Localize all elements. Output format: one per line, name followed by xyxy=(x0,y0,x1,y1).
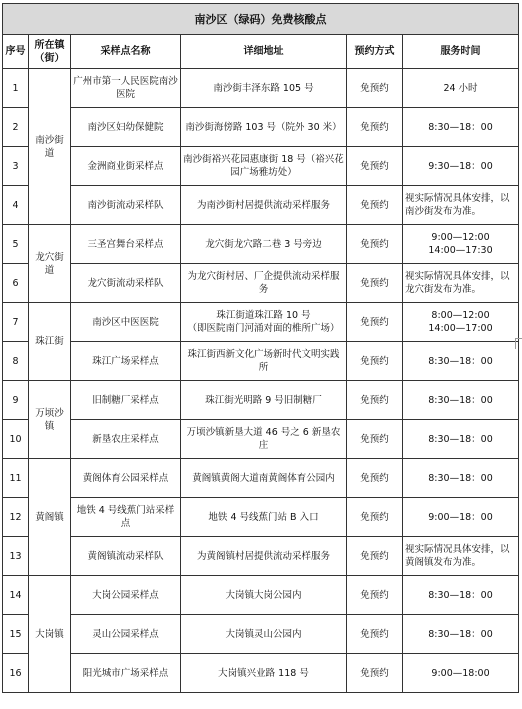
test-sites-sheet xyxy=(2,3,518,693)
header-address: 详细地址 xyxy=(181,35,347,69)
table-row xyxy=(3,576,519,615)
row-site: 南沙街流动采样队 xyxy=(71,186,181,225)
row-hours: 8:30—18：00 xyxy=(403,615,519,654)
row-seq: 2 xyxy=(3,108,29,147)
table-row xyxy=(3,537,519,576)
row-hours: 9:00—18：00 xyxy=(403,498,519,537)
row-hours: 24 小时 xyxy=(403,69,519,108)
row-site: 灵山公园采样点 xyxy=(71,615,181,654)
table-row xyxy=(3,108,519,147)
row-seq: 7 xyxy=(3,303,29,342)
row-booking: 免预约 xyxy=(347,108,403,147)
row-seq: 6 xyxy=(3,264,29,303)
row-site: 黄阁镇流动采样队 xyxy=(71,537,181,576)
row-seq: 15 xyxy=(3,615,29,654)
row-hours: 8:30—18：00 xyxy=(403,108,519,147)
row-seq: 1 xyxy=(3,69,29,108)
table-row xyxy=(3,69,519,108)
table-row xyxy=(3,342,519,381)
row-seq: 5 xyxy=(3,225,29,264)
row-town: 大岗镇 xyxy=(29,576,71,693)
row-booking: 免预约 xyxy=(347,225,403,264)
row-booking: 免预约 xyxy=(347,264,403,303)
row-site: 南沙区妇幼保健院 xyxy=(71,108,181,147)
row-seq: 16 xyxy=(3,654,29,693)
row-seq: 10 xyxy=(3,420,29,459)
row-hours: 9:30—18：00 xyxy=(403,147,519,186)
row-address: 南沙街裕兴花园惠康街 18 号（裕兴花园广场雅坊处） xyxy=(181,147,347,186)
table-row xyxy=(3,264,519,303)
row-site: 旧制糖厂采样点 xyxy=(71,381,181,420)
row-seq: 14 xyxy=(3,576,29,615)
row-address: 黄阁镇黄阁大道南黄阁体育公园内 xyxy=(181,459,347,498)
row-site: 珠江广场采样点 xyxy=(71,342,181,381)
row-address: 大岗镇灵山公园内 xyxy=(181,615,347,654)
table-row xyxy=(3,225,519,264)
table-row xyxy=(3,420,519,459)
row-address: 地铁 4 号线蕉门站 B 入口 xyxy=(181,498,347,537)
row-booking: 免预约 xyxy=(347,69,403,108)
row-site: 广州市第一人民医院南沙医院 xyxy=(71,69,181,108)
row-site: 三圣宫舞台采样点 xyxy=(71,225,181,264)
row-address: 为龙穴街村居、厂企提供流动采样服务 xyxy=(181,264,347,303)
table-row xyxy=(3,615,519,654)
row-address: 龙穴街龙穴路二巷 3 号旁边 xyxy=(181,225,347,264)
row-hours: 9:00—18:00 xyxy=(403,654,519,693)
table-row xyxy=(3,186,519,225)
header-site: 采样点名称 xyxy=(71,35,181,69)
row-hours: 9:00—12:00 14:00—17:30 xyxy=(403,225,519,264)
row-address: 大岗镇大岗公园内 xyxy=(181,576,347,615)
row-town: 珠江街 xyxy=(29,303,71,381)
row-seq: 13 xyxy=(3,537,29,576)
row-site: 大岗公园采样点 xyxy=(71,576,181,615)
row-hours: 8:30—18：00 xyxy=(403,576,519,615)
row-booking: 免预约 xyxy=(347,537,403,576)
scroll-edge-mark xyxy=(515,338,522,349)
table-row xyxy=(3,147,519,186)
row-booking: 免预约 xyxy=(347,576,403,615)
header-seq: 序号 xyxy=(3,35,29,69)
row-hours: 8:30—18：00 xyxy=(403,459,519,498)
row-site: 黄阁体育公园采样点 xyxy=(71,459,181,498)
row-booking: 免预约 xyxy=(347,147,403,186)
table-title: 南沙区（绿码）免费核酸点 xyxy=(3,4,519,35)
header-hours: 服务时间 xyxy=(403,35,519,69)
row-site: 阳光城市广场采样点 xyxy=(71,654,181,693)
row-address: 万顷沙镇新垦大道 46 号之 6 新垦农庄 xyxy=(181,420,347,459)
table-body xyxy=(3,69,519,693)
row-site: 地铁 4 号线蕉门站采样点 xyxy=(71,498,181,537)
row-address: 南沙街丰泽东路 105 号 xyxy=(181,69,347,108)
row-hours: 视实际情况具体安排，以南沙街发布为准。 xyxy=(403,186,519,225)
row-seq: 4 xyxy=(3,186,29,225)
row-booking: 免预约 xyxy=(347,615,403,654)
row-booking: 免预约 xyxy=(347,381,403,420)
row-booking: 免预约 xyxy=(347,420,403,459)
row-hours: 8:30—18：00 xyxy=(403,381,519,420)
row-seq: 11 xyxy=(3,459,29,498)
row-town: 万顷沙镇 xyxy=(29,381,71,459)
row-hours: 视实际情况具体安排，以龙穴街发布为准。 xyxy=(403,264,519,303)
row-town: 南沙街道 xyxy=(29,69,71,225)
row-address: 珠江街道珠江路 10 号 （即医院南门河涌对面的椎所广场） xyxy=(181,303,347,342)
table-row xyxy=(3,381,519,420)
row-seq: 9 xyxy=(3,381,29,420)
row-site: 南沙区中医医院 xyxy=(71,303,181,342)
row-booking: 免预约 xyxy=(347,459,403,498)
row-site: 金洲商业街采样点 xyxy=(71,147,181,186)
row-address: 为南沙街村居提供流动采样服务 xyxy=(181,186,347,225)
row-address: 大岗镇兴业路 118 号 xyxy=(181,654,347,693)
table-row xyxy=(3,498,519,537)
row-hours: 8:30—18：00 xyxy=(403,342,519,381)
table-row xyxy=(3,303,519,342)
row-town: 黄阁镇 xyxy=(29,459,71,576)
header-booking: 预约方式 xyxy=(347,35,403,69)
row-seq: 12 xyxy=(3,498,29,537)
row-hours: 8:00—12:00 14:00—17:00 xyxy=(403,303,519,342)
row-seq: 3 xyxy=(3,147,29,186)
test-sites-table xyxy=(2,3,519,693)
row-booking: 免预约 xyxy=(347,654,403,693)
row-booking: 免预约 xyxy=(347,498,403,537)
row-address: 为黄阁镇村居提供流动采样服务 xyxy=(181,537,347,576)
row-town: 龙穴街道 xyxy=(29,225,71,303)
row-booking: 免预约 xyxy=(347,303,403,342)
row-hours: 视实际情况具体安排，以黄阁镇发布为准。 xyxy=(403,537,519,576)
row-seq: 8 xyxy=(3,342,29,381)
table-row xyxy=(3,654,519,693)
table-row xyxy=(3,459,519,498)
row-site: 新垦农庄采样点 xyxy=(71,420,181,459)
row-address: 珠江街光明路 9 号旧制糖厂 xyxy=(181,381,347,420)
row-address: 珠江街西新文化广场新时代文明实践所 xyxy=(181,342,347,381)
row-booking: 免预约 xyxy=(347,186,403,225)
header-town: 所在镇（街） xyxy=(29,35,71,69)
row-hours: 8:30—18：00 xyxy=(403,420,519,459)
row-booking: 免预约 xyxy=(347,342,403,381)
row-address: 南沙街海傍路 103 号（院外 30 米） xyxy=(181,108,347,147)
row-site: 龙穴街流动采样队 xyxy=(71,264,181,303)
